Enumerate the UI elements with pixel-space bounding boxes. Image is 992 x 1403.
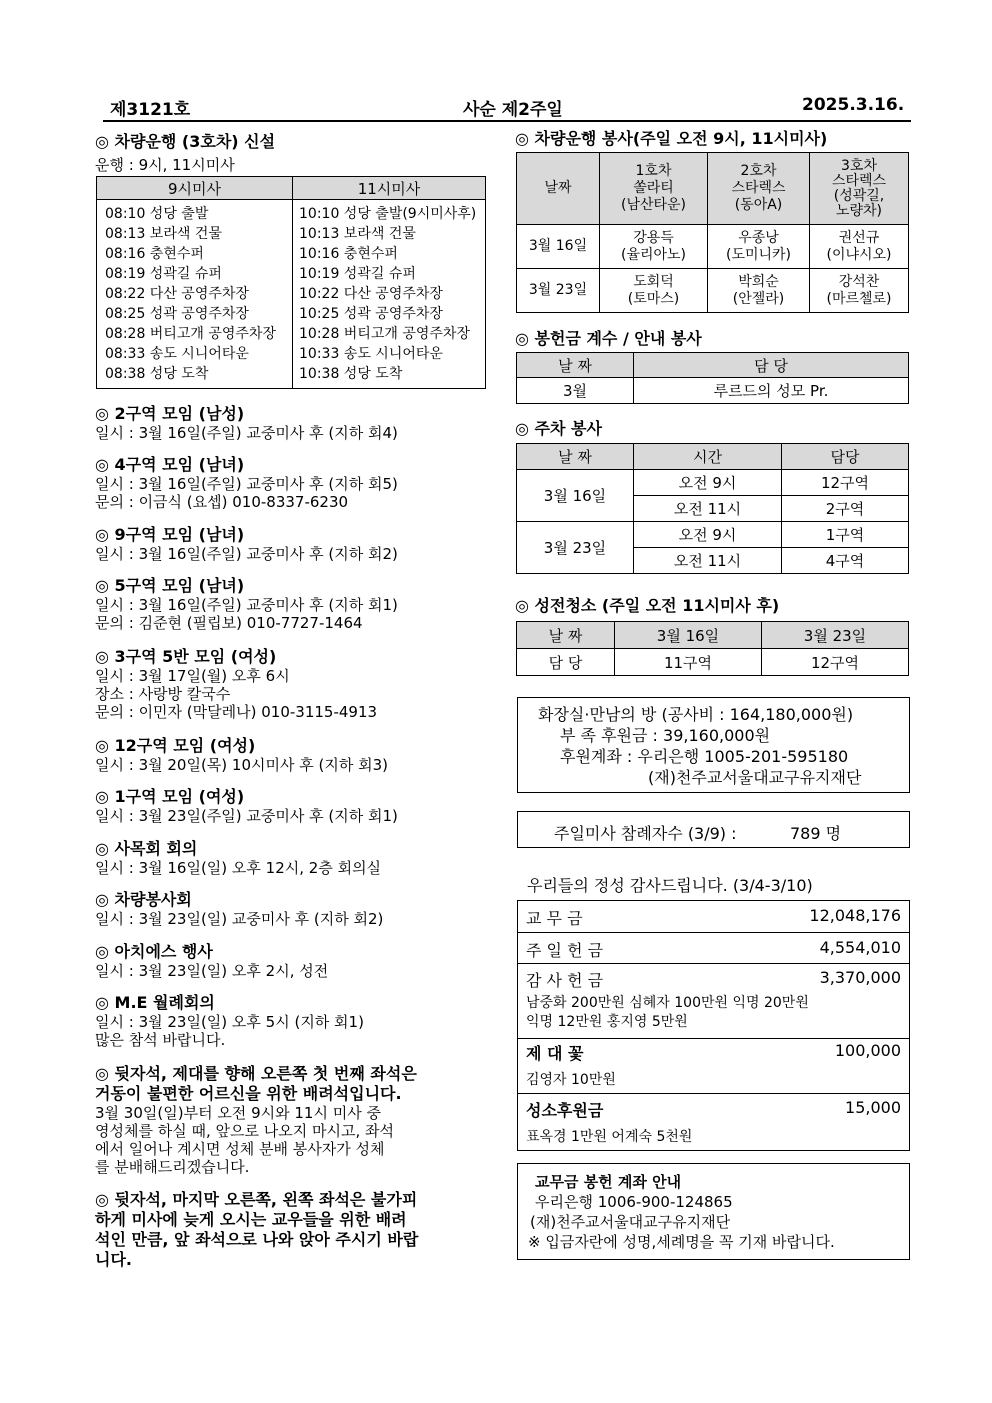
offering-month: 3월 xyxy=(517,378,634,404)
attendance-box xyxy=(517,811,910,848)
notice-acies xyxy=(95,942,328,980)
donation-row xyxy=(518,901,909,933)
col-11am: 11시미사 xyxy=(293,177,486,200)
offering-table xyxy=(516,352,909,404)
notice-line: 일시 : 3월 16일(일) 오후 12시, 2층 회의실 xyxy=(95,859,382,877)
parking-time: 오전 11시 xyxy=(634,548,782,574)
stop: 08:22 다산 공영주차장 xyxy=(105,286,249,302)
parking-time: 오전 11시 xyxy=(634,496,782,522)
seat-notice-line: 3월 30일(일)부터 오전 9시와 11시 미사 중 xyxy=(95,1104,381,1122)
stop: 10:10 성당 출발(9시미사후) xyxy=(299,206,477,222)
parking-date: 3월 16일 xyxy=(517,470,634,522)
donation-amount: 15,000 xyxy=(845,1098,901,1117)
shuttle-title: ◎ 차량운행 (3호차) 신설 xyxy=(95,132,276,151)
notice-line: 많은 참석 바랍니다. xyxy=(95,1031,226,1049)
donation-row xyxy=(518,933,909,964)
donation-label: 성소후원금 xyxy=(526,1101,604,1120)
cleaning-head: 날 짜 xyxy=(517,622,615,649)
stop: 10:38 성당 도착 xyxy=(299,366,403,382)
notice-title: ◎ 12구역 모임 (여성) xyxy=(95,736,256,755)
stop: 08:10 성당 출발 xyxy=(105,206,209,222)
stop: 08:38 성당 도착 xyxy=(105,366,209,382)
donation-label: 교 무 금 xyxy=(526,909,583,928)
fundraising-box xyxy=(517,697,910,793)
fund-cost: 화장실·만남의 방 (공사비 : 164,180,000원) xyxy=(538,705,854,724)
account-number: 우리은행 1006-900-124865 xyxy=(535,1193,733,1211)
driving-title: ◎ 차량운행 봉사(주일 오전 9시, 11시미사) xyxy=(515,129,828,148)
parking-head: 담당 xyxy=(782,444,909,470)
notice-3-5 xyxy=(95,647,377,721)
notice-title: ◎ 5구역 모임 (남녀) xyxy=(95,576,245,595)
stop: 10:22 다산 공영주차장 xyxy=(299,286,443,302)
donation-row xyxy=(518,964,909,1039)
stop: 08:19 성곽길 슈퍼 xyxy=(105,266,222,282)
stops-9am xyxy=(97,200,293,389)
donation-label: 감 사 헌 금 xyxy=(526,971,604,990)
notice-title: ◎ 차량봉사회 xyxy=(95,890,192,909)
parking-group: 1구역 xyxy=(782,522,909,548)
driving-date: 3월 23일 xyxy=(517,269,600,313)
account-foundation: (재)천주교서울대교구유지재단 xyxy=(530,1213,731,1231)
donation-detail: 김영자 10만원 xyxy=(526,1072,616,1088)
fund-account: 후원계좌 : 우리은행 1005-201-595180 xyxy=(560,747,849,766)
notice-1 xyxy=(95,787,398,825)
notice-line: 일시 : 3월 23일(일) 오후 2시, 성전 xyxy=(95,962,329,980)
attendance-count: 789 명 xyxy=(790,824,842,843)
donation-label: 제 대 꽃 xyxy=(526,1044,584,1063)
notice-5 xyxy=(95,576,398,632)
cleaning-table xyxy=(516,621,909,676)
notice-line: 일시 : 3월 20일(목) 10시미사 후 (지하 회3) xyxy=(95,756,388,774)
offering-head: 담 당 xyxy=(634,353,909,378)
fund-shortfall: 부 족 후원금 : 39,160,000원 xyxy=(560,726,771,745)
notice-12 xyxy=(95,736,388,774)
offering-head: 날 짜 xyxy=(517,353,634,378)
notice-line: 문의 : 이민자 (막달레나) 010-3115-4913 xyxy=(95,703,378,721)
seat-notice-bold: 석인 만큼, 앞 좌석으로 나와 앉아 주시기 바랍 xyxy=(95,1230,419,1249)
parking-head: 시간 xyxy=(634,444,782,470)
stop: 10:33 송도 시니어타운 xyxy=(299,346,443,362)
seat-notice-bold: 거동이 불편한 어르신을 위한 배려석입니다. xyxy=(95,1084,402,1103)
parking-group: 12구역 xyxy=(782,470,909,496)
driving-cell: 강용득 (율리아노) xyxy=(600,225,708,269)
stop: 08:25 성곽 공영주차장 xyxy=(105,306,249,322)
cleaning-title: ◎ 성전청소 (주일 오전 11시미사 후) xyxy=(515,596,780,615)
notice-driving-team xyxy=(95,890,383,928)
shuttle-subtitle: 운행 : 9시, 11시미사 xyxy=(95,156,235,174)
driving-table xyxy=(516,152,909,313)
notice-title: ◎ 2구역 모임 (남성) xyxy=(95,404,245,423)
stop: 10:28 버티고개 공영주차장 xyxy=(299,326,470,342)
driving-cell: 박희순 (안젤라) xyxy=(708,269,810,313)
driving-cell: 우종낭 (도미니카) xyxy=(708,225,810,269)
parking-table xyxy=(516,443,909,574)
notice-line: 일시 : 3월 23일(일) 교중미사 후 (지하 회2) xyxy=(95,910,384,928)
notice-title: ◎ M.E 월례회의 xyxy=(95,993,215,1012)
notice-line: 일시 : 3월 17일(월) 오후 6시 xyxy=(95,667,290,685)
account-note: ※ 입금자란에 성명,세례명을 꼭 기재 바랍니다. xyxy=(528,1233,835,1251)
donation-amount: 4,554,010 xyxy=(819,938,901,957)
donation-detail: 표옥경 1만원 어계숙 5천원 xyxy=(526,1129,693,1145)
notice-title: ◎ 아치에스 행사 xyxy=(95,942,213,961)
parking-group: 2구역 xyxy=(782,496,909,522)
seat-notice-line: 에서 일어나 계시면 성체 분배 봉사자가 성체 xyxy=(95,1140,385,1158)
parking-time: 오전 9시 xyxy=(634,470,782,496)
donation-label: 주 일 헌 금 xyxy=(526,941,604,960)
notice-line: 문의 : 김준현 (필립보) 010-7727-1464 xyxy=(95,614,363,632)
notice-line: 일시 : 3월 23일(주일) 교중미사 후 (지하 회1) xyxy=(95,807,398,825)
header-rule xyxy=(103,120,911,122)
donations-table xyxy=(517,900,910,1151)
donation-detail: 남중화 200만원 심혜자 100만원 익명 20만원 익명 12만원 홍지영 5만원 xyxy=(526,995,809,1030)
cleaning-group: 11구역 xyxy=(615,649,762,676)
seat-notice-bold: 하게 미사에 늦게 오시는 교우들을 위한 배려 xyxy=(95,1210,407,1229)
offering-title: ◎ 봉헌금 계수 / 안내 봉사 xyxy=(515,329,702,348)
driving-head: 날짜 xyxy=(517,153,600,225)
donation-amount: 100,000 xyxy=(834,1041,901,1060)
notice-line: 일시 : 3월 16일(주일) 교중미사 후 (지하 회4) xyxy=(95,424,398,442)
stop: 08:16 충현수퍼 xyxy=(105,246,204,262)
parking-time: 오전 9시 xyxy=(634,522,782,548)
notice-title: ◎ 3구역 5반 모임 (여성) xyxy=(95,647,277,666)
donation-amount: 3,370,000 xyxy=(819,968,901,987)
fund-foundation: (재)천주교서울대교구유지재단 xyxy=(648,768,862,787)
notice-title: ◎ 사목회 회의 xyxy=(95,839,198,858)
cleaning-head: 3월 16일 xyxy=(615,622,762,649)
notice-pastoral xyxy=(95,839,381,877)
notice-line: 장소 : 사랑방 칼국수 xyxy=(95,685,231,703)
stops-11am xyxy=(293,200,486,389)
seat-notice-line: 영성체를 하실 때, 앞으로 나오지 마시고, 좌석 xyxy=(95,1122,394,1140)
offering-group: 루르드의 성모 Pr. xyxy=(634,378,909,404)
stop: 08:13 보라색 건물 xyxy=(105,226,222,242)
notice-4 xyxy=(95,455,398,511)
col-9am: 9시미사 xyxy=(97,177,293,200)
cleaning-label: 담 당 xyxy=(517,649,615,676)
stop: 10:13 보라색 건물 xyxy=(299,226,416,242)
seat-notice-late xyxy=(95,1190,485,1270)
driving-head: 1호차 쏠라티 (남산타운) xyxy=(600,153,708,225)
parking-head: 날 짜 xyxy=(517,444,634,470)
driving-cell: 도회덕 (토마스) xyxy=(600,269,708,313)
seat-notice-bold: 니다. xyxy=(95,1250,132,1269)
seat-notice-line: 를 분배해드리겠습니다. xyxy=(95,1158,250,1176)
donation-row xyxy=(518,1039,909,1094)
notice-me xyxy=(95,993,364,1049)
notice-title: ◎ 4구역 모임 (남녀) xyxy=(95,455,245,474)
notice-line: 일시 : 3월 23일(일) 오후 5시 (지하 회1) xyxy=(95,1013,364,1031)
seat-notice-bold: ◎ 뒷자석, 마지막 오른쪽, 왼쪽 좌석은 불가피 xyxy=(95,1190,418,1209)
notice-line: 일시 : 3월 16일(주일) 교중미사 후 (지하 회2) xyxy=(95,545,398,563)
seat-notice-bold: ◎ 뒷자석, 제대를 향해 오른쪽 첫 번째 좌석은 xyxy=(95,1064,417,1083)
seat-notice-priority xyxy=(95,1064,485,1176)
stop: 10:16 충현수퍼 xyxy=(299,246,398,262)
stop: 08:33 송도 시니어타운 xyxy=(105,346,249,362)
donation-amount: 12,048,176 xyxy=(809,906,901,925)
driving-date: 3월 16일 xyxy=(517,225,600,269)
notice-line: 문의 : 이금식 (요셉) 010-8337-6230 xyxy=(95,493,349,511)
stop: 08:28 버티고개 공영주차장 xyxy=(105,326,276,342)
driving-head: 2호차 스타렉스 (동아A) xyxy=(708,153,810,225)
notice-title: ◎ 1구역 모임 (여성) xyxy=(95,787,245,806)
cleaning-group: 12구역 xyxy=(762,649,909,676)
account-box xyxy=(517,1163,910,1260)
shuttle-schedule-table xyxy=(96,176,486,389)
attendance-label: 주일미사 참례자수 (3/9) : xyxy=(554,824,737,843)
notice-2 xyxy=(95,404,398,442)
notice-9 xyxy=(95,525,398,563)
driving-cell: 강석찬 (마르첼로) xyxy=(810,269,909,313)
parking-group: 4구역 xyxy=(782,548,909,574)
donation-row xyxy=(518,1094,909,1150)
issue-number: 제3121호 xyxy=(110,100,191,120)
parking-date: 3월 23일 xyxy=(517,522,634,574)
cleaning-head: 3월 23일 xyxy=(762,622,909,649)
stop: 10:25 성곽 공영주차장 xyxy=(299,306,443,322)
notice-title: ◎ 9구역 모임 (남녀) xyxy=(95,525,245,544)
driving-cell: 권선규 (이냐시오) xyxy=(810,225,909,269)
parking-title: ◎ 주차 봉사 xyxy=(515,419,602,438)
stop: 10:19 성곽길 슈퍼 xyxy=(299,266,416,282)
notice-line: 일시 : 3월 16일(주일) 교중미사 후 (지하 회5) xyxy=(95,475,398,493)
account-title: 교무금 봉헌 계좌 안내 xyxy=(535,1173,682,1191)
driving-head: 3호차 스타렉스 (성곽길, 노량차) xyxy=(810,153,909,225)
liturgical-week: 사순 제2주일 xyxy=(463,100,563,120)
thanks-title: 우리들의 정성 감사드립니다. (3/4-3/10) xyxy=(527,876,813,895)
bulletin-date: 2025.3.16. xyxy=(802,95,905,115)
notice-line: 일시 : 3월 16일(주일) 교중미사 후 (지하 회1) xyxy=(95,596,398,614)
